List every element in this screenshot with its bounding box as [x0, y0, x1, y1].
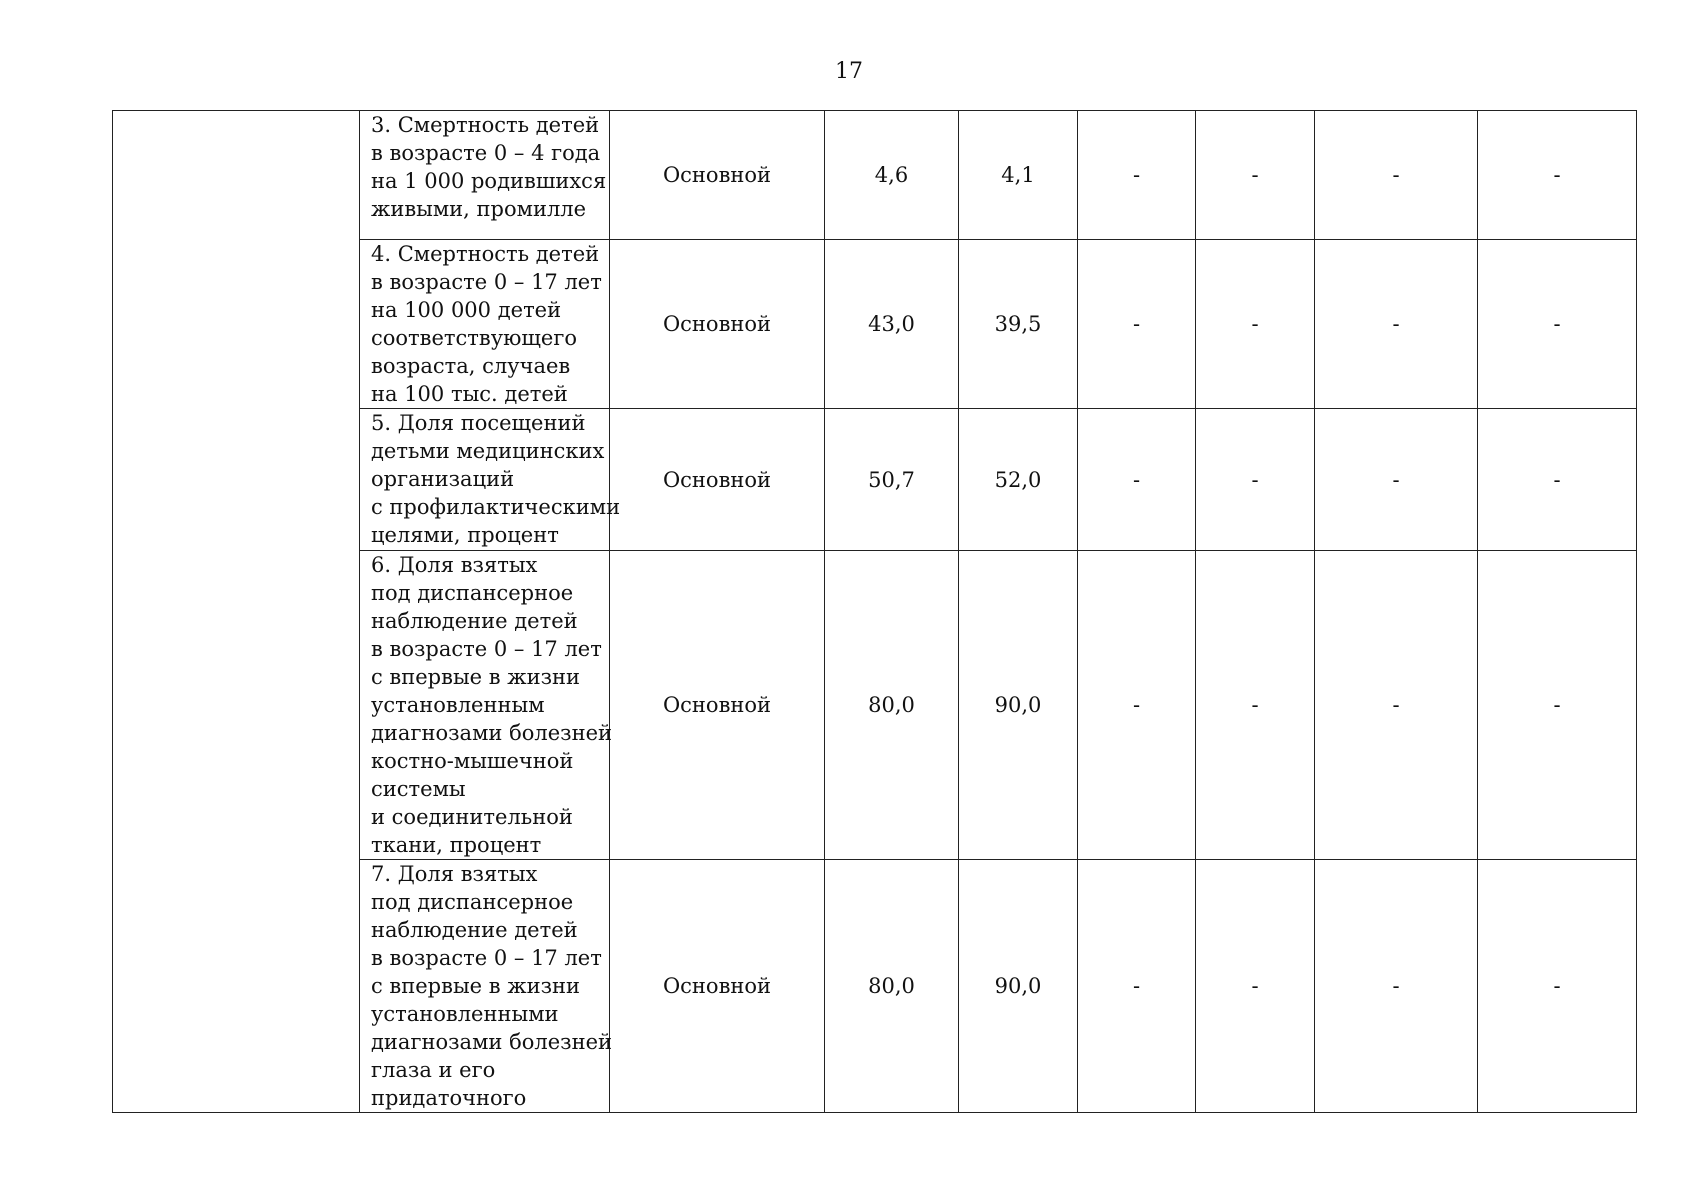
value-cell-6: - — [1478, 551, 1637, 860]
value-cell-6: - — [1478, 860, 1637, 1113]
value-cell-3: - — [1078, 240, 1196, 409]
value-cell-5: - — [1315, 111, 1478, 240]
indicators-table — [112, 110, 1637, 1113]
value-cell-4: - — [1196, 409, 1315, 551]
value-cell-6: - — [1478, 111, 1637, 240]
indicator-name-line: соответствующего — [371, 326, 577, 350]
indicator-name-line: 7. Доля взятых — [371, 862, 538, 886]
target-value-cell: 52,0 — [959, 409, 1078, 551]
target-value-cell: 4,1 — [959, 111, 1078, 240]
indicator-name-line: возраста, случаев — [371, 354, 571, 378]
indicator-name-cell — [360, 111, 610, 240]
value-cell-6: - — [1478, 409, 1637, 551]
indicator-name-line: под диспансерное — [371, 581, 574, 605]
indicator-name-cell — [360, 409, 621, 551]
base-value-cell: 80,0 — [825, 860, 959, 1113]
base-value-cell: 50,7 — [825, 409, 959, 551]
indicator-name-line: диагнозами болезней — [371, 1030, 612, 1054]
indicator-name-line: в возрасте 0 – 4 года — [371, 141, 601, 165]
indicator-name-line: в возрасте 0 – 17 лет — [371, 946, 602, 970]
empty-merged-cell — [113, 111, 360, 1113]
target-value-cell: 39,5 — [959, 240, 1078, 409]
indicator-name-line: на 100 000 детей — [371, 298, 562, 322]
indicator-name-line: системы — [371, 777, 466, 801]
value-cell-3: - — [1078, 860, 1196, 1113]
table-body — [113, 111, 1637, 1113]
indicator-name-line: 6. Доля взятых — [371, 553, 538, 577]
indicator-name-line: наблюдение детей — [371, 918, 578, 942]
indicator-type-cell: Основной — [610, 860, 825, 1113]
indicator-name-line: 4. Смертность детей — [371, 242, 600, 266]
indicator-type-cell: Основной — [610, 551, 825, 860]
value-cell-3: - — [1078, 111, 1196, 240]
base-value-cell: 80,0 — [825, 551, 959, 860]
indicator-name-line: ткани, процент — [371, 833, 542, 857]
indicator-name-line: с впервые в жизни — [371, 665, 581, 689]
indicator-name-line: наблюдение детей — [371, 609, 578, 633]
indicator-name-line: целями, процент — [371, 523, 559, 547]
indicator-name-line: живыми, промилле — [371, 197, 587, 221]
indicator-type-cell: Основной — [610, 240, 825, 409]
indicator-name-line: в возрасте 0 – 17 лет — [371, 270, 602, 294]
target-value-cell: 90,0 — [959, 860, 1078, 1113]
indicator-name-line: под диспансерное — [371, 890, 574, 914]
value-cell-4: - — [1196, 111, 1315, 240]
indicator-name-line: 3. Смертность детей — [371, 113, 600, 137]
indicator-name-cell — [360, 240, 610, 409]
indicator-name-line: на 1 000 родившихся — [371, 169, 607, 193]
value-cell-5: - — [1315, 860, 1478, 1113]
indicator-name-line: на 100 тыс. детей — [371, 382, 568, 406]
base-value-cell: 4,6 — [825, 111, 959, 240]
indicator-name-cell — [360, 860, 610, 1113]
indicator-name-cell — [360, 551, 610, 860]
value-cell-4: - — [1196, 240, 1315, 409]
indicator-name-line: в возрасте 0 – 17 лет — [371, 637, 602, 661]
value-cell-3: - — [1078, 551, 1196, 860]
page-number: 17 — [835, 59, 863, 84]
value-cell-5: - — [1315, 551, 1478, 860]
indicator-name-line: установленным — [371, 693, 545, 717]
indicator-name-line: придаточного — [371, 1086, 527, 1110]
indicator-name-line: организаций — [371, 467, 515, 491]
indicator-name-line: 5. Доля посещений — [371, 411, 586, 435]
base-value-cell: 43,0 — [825, 240, 959, 409]
table-row — [113, 111, 1637, 240]
indicator-name-line: с профилактическими — [371, 495, 621, 519]
target-value-cell: 90,0 — [959, 551, 1078, 860]
indicator-name-line: глаза и его — [371, 1058, 496, 1082]
indicator-type-cell: Основной — [610, 409, 825, 551]
value-cell-6: - — [1478, 240, 1637, 409]
indicator-name-line: костно-мышечной — [371, 749, 574, 773]
value-cell-4: - — [1196, 551, 1315, 860]
indicator-name-line: детьми медицинских — [371, 439, 605, 463]
indicator-name-line: установленными — [371, 1002, 559, 1026]
indicator-name-line: с впервые в жизни — [371, 974, 581, 998]
value-cell-4: - — [1196, 860, 1315, 1113]
value-cell-5: - — [1315, 240, 1478, 409]
indicator-type-cell: Основной — [610, 111, 825, 240]
value-cell-3: - — [1078, 409, 1196, 551]
indicator-name-line: диагнозами болезней — [371, 721, 612, 745]
indicator-name-line: и соединительной — [371, 805, 573, 829]
value-cell-5: - — [1315, 409, 1478, 551]
